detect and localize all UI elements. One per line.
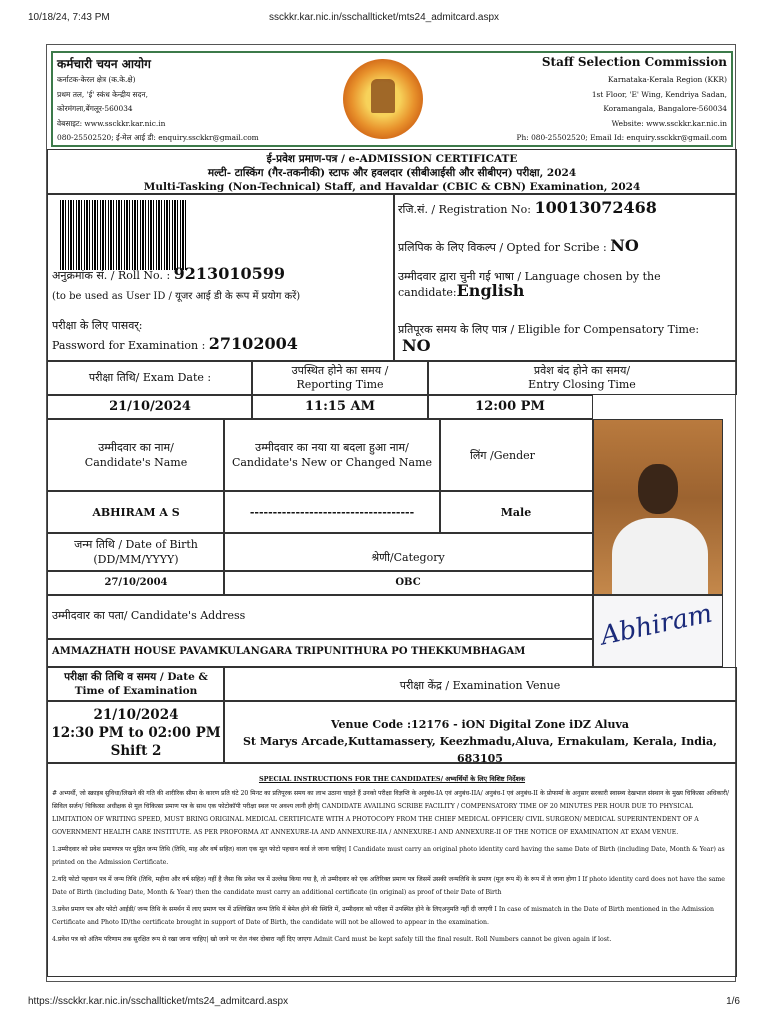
- exam-date-label: परीक्षा तिथि/ Exam Date :: [47, 361, 253, 395]
- barcode: [60, 200, 186, 270]
- closing-time-value: 12:00 PM: [427, 395, 593, 419]
- hindi-address: कर्नाटक-केरल क्षेत्र (क.के.क्षे) प्रथम तल, 'ई' स्कंध केन्द्रीय सदन, कोरमंगला,बेंगलूर-560034 वेबसाइट: www.ssckkr.kar.nic.in 080-25502520; ई-मेल आई डी: enquiry.ssckkr@gmail.com: [57, 75, 259, 142]
- address-value: AMMAZHATH HOUSE PAVAMKULANGARA TRIPUNITHURA PO THEKKUMBHAGAM: [47, 639, 593, 667]
- instruction-item: 3.प्रवेश प्रमाण पत्र और फोटो आईडी/ जन्म तिथि के समर्थन में लाए प्रमाण पत्र में उल्लिखित जन्म तिथि में बेमेल होने की स्थिति में, उम्मीदवार को परीक्षा में उपस्थित होने के लिएअनुमति नहीं दी जाएगी I In case of mismatch in the Date of Birth mentioned in the Admission Certificate and Photo ID/the certificate brought in support of Date of Birth, the candidate will not be allowed to appear in the examination.: [52, 906, 714, 926]
- english-title: Staff Selection Commission: [541, 55, 727, 69]
- registration-block: [393, 193, 737, 361]
- ssc-logo: [343, 59, 423, 139]
- signature-box: [593, 595, 723, 667]
- page-url: ssckkr.kar.nic.in/sschallticket/mts24_admitcard.aspx: [268, 12, 500, 23]
- reporting-time-value: 11:15 AM: [251, 395, 429, 419]
- roll-note: (to be used as User ID / यूजर आई डी के रूप में प्रयोग करें): [52, 291, 301, 302]
- dob-value: 27/10/2004: [47, 571, 225, 595]
- title-line1: ई-प्रवेश प्रमाण-पत्र / e-ADMISSION CERTIFICATE: [266, 153, 518, 165]
- reporting-label: उपस्थित होने का समय / Reporting Time: [251, 361, 429, 395]
- gender-value: Male: [439, 491, 593, 533]
- compensatory-value: NO: [402, 336, 431, 355]
- commission-header: [51, 51, 733, 147]
- scribe-row: प्रलिपिक के लिए विकल्प / Opted for Scribe : NO: [398, 236, 639, 255]
- address-label: उम्मीदवार का पता/ Candidate's Address: [47, 595, 593, 639]
- roll-row: अनुक्रमांक सं. / Roll No. : 9213010599: [52, 264, 285, 283]
- instruction-item: 4.प्रवेश पत्र को अंतिम परिणाम तक सुरक्षित रूप से रखा जाना चाहिए| खो जाने पर रोल नंबर दोबारा नहीं दिए जाएगा Admit Card must be kept safely till the final result. Roll Numbers cannot be given again if lost.: [52, 936, 612, 943]
- registration-row: रजि.सं. / Registration No: 10013072468: [398, 198, 657, 217]
- instruction-item: # अभ्यर्थी, जो स्क्राइब सुविधा/लिखने की गति की शारीरिक सीमा के कारण प्रति घंटे 20 मिनट का प्रतिपूरक समय का लाभ उठाना चाहते हैं उनको परीक्षा विज्ञप्ति के अनुबंध-IA एवं अनुबंध-IIA/ अनुबंध-I एवं अनुबंध-II के प्रोफार्मा के अनुसार सरकारी स्वास्थ्य देखभाल संस्थान के मुख्य चिकित्सा अधिकारी/सिविल सर्जन/ चिकित्सा अधीक्षक से मूल चिकित्सा प्रमाण पत्र के साथ एक फोटोकॉपी परीक्षा स्थल पर अवश्य लानी होगी| CANDIDATE AVAILING SCRIBE FACILITY / COMPENSATORY TIME OF 20 MINUTES PER HOUR DUE TO PHYSICAL LIMITATION OF WRITING SPEED, MUST BRING ORIGINAL MEDICAL CERTIFICATE WITH A PHOTOCOPY FROM THE CHIEF MEDICAL OFFICER/ CIVIL SURGEON/ MEDICAL SUPERINTENDENT OF A GOVERNMENT HEALTH CARE INSTITUTE. AS PER PROFORMA AT ANNEXURE-IA AND ANNEXURE-IIA / ANNEXURE-I AND ANNEXURE-II OF THE NOTICE OF EXAMINATION AT EXAM VENUE.: [52, 790, 730, 836]
- dob-label: जन्म तिथि / Date of Birth (DD/MM/YYYY): [47, 533, 225, 571]
- category-label: श्रेणी/Category: [223, 533, 593, 571]
- password-label-hi: परीक्षा के लिए पासवर्:: [52, 319, 143, 332]
- signature: Abhiram: [598, 598, 715, 652]
- registration-number: 10013072468: [534, 198, 657, 217]
- exam-datetime-value: 21/10/2024 12:30 PM to 02:00 PM Shift 2: [47, 701, 225, 763]
- language-value: English: [456, 281, 525, 300]
- instruction-item: 2.यदि फोटो पहचान पत्र में जन्म तिथि (तिथि, महीना और वर्ष सहित) नहीं है जैसा कि प्रवेश पत्र में उल्लेख किया गया है, तो उम्मीदवार को एक अतिरिक्त प्रमाण पत्र जिसमें उसकी जन्मतिथि के प्रमाण (मूल रूप में) के रूप में ले जाना होगा I If photo identity card does not have the same Date of Birth (including Date, Month & Year) then the candidate must carry an additional certificate (in original) as proof of their Date of Birth: [52, 876, 725, 896]
- page-number: 1/6: [726, 996, 740, 1007]
- instruction-item: 1.उम्मीदवार को प्रवेश प्रमाणपत्र पर मुद्रित जन्म तिथि (तिथि, माह और वर्ष सहित) वाला एक मूल फोटो पहचान कार्ड ले जाना चाहिए| I Candidate must carry an original photo identity card having the same Date of Birth (including Date, Month & Year) as printed on the Admission Certificate.: [52, 846, 725, 866]
- closing-label: प्रवेश बंद होने का समय/ Entry Closing Time: [427, 361, 737, 395]
- footer-url: https://ssckkr.kar.nic.in/sschallticket/mts24_admitcard.aspx: [28, 996, 289, 1007]
- emblem-icon: [371, 79, 395, 113]
- password-value: 27102004: [208, 334, 298, 353]
- hindi-title: कर्मचारी चयन आयोग: [57, 57, 151, 71]
- candidate-name: ABHIRAM A S: [47, 491, 225, 533]
- gender-label: लिंग /Gender: [439, 419, 593, 491]
- exam-date-value: 21/10/2024: [47, 395, 253, 419]
- scribe-value: NO: [610, 236, 639, 255]
- instructions-heading: SPECIAL INSTRUCTIONS FOR THE CANDIDATES/ अभ्यर्थियों के लिए विशिष्ट निर्देशक: [258, 775, 526, 783]
- new-name-value: ------------------------------------: [223, 491, 441, 533]
- english-address: Karnataka-Kerala Region (KKR) 1st Floor, 'E' Wing, Kendriya Sadan, Koramangala, Bangalore-560034 Website: www.ssckkr.kar.nic.in Ph: 080-25502520; Email Id: enquiry.ssckkr@gmail.com: [516, 75, 727, 142]
- instructions: [47, 763, 737, 977]
- print-datetime: 10/18/24, 7:43 PM: [28, 12, 110, 23]
- language-row: उम्मीदवार द्वारा चुनी गई भाषा / Language chosen by the candidate:English: [398, 270, 661, 300]
- name-label: उम्मीदवार का नाम/ Candidate's Name: [47, 419, 225, 491]
- admit-card: [46, 44, 736, 982]
- shirt-icon: [612, 518, 708, 595]
- certificate-title: [47, 149, 737, 195]
- new-name-label: उम्मीदवार का नया या बदला हुआ नाम/ Candidate's New or Changed Name: [223, 419, 441, 491]
- password-row: Password for Examination : 27102004: [52, 334, 298, 353]
- category-value: OBC: [223, 571, 593, 595]
- face-icon: [638, 464, 678, 514]
- compensatory-label: प्रतिपूरक समय के लिए पात्र / Eligible for Compensatory Time:: [398, 323, 700, 336]
- roll-number: 9213010599: [173, 264, 285, 283]
- venue-value: Venue Code :12176 - iON Digital Zone iDZ Aluva St Marys Arcade,Kuttamassery, Keezhmadu,Aluva, Ernakulam, Kerala, India, 683105: [223, 701, 737, 763]
- title-line2: मल्टी- टास्किंग (गैर-तकनीकी) स्टाफ और हवलदार (सीबीआईसी और सीबीएन) परीक्षा, 2024: [207, 167, 577, 179]
- venue-label: परीक्षा केंद्र / Examination Venue: [223, 667, 737, 701]
- roll-password-block: [47, 193, 395, 361]
- exam-datetime-label: परीक्षा की तिथि व समय / Date & Time of Examination: [47, 667, 225, 701]
- title-line3: Multi-Tasking (Non-Technical) Staff, and Havaldar (CBIC & CBN) Examination, 2024: [143, 181, 641, 193]
- candidate-photo: [593, 419, 723, 595]
